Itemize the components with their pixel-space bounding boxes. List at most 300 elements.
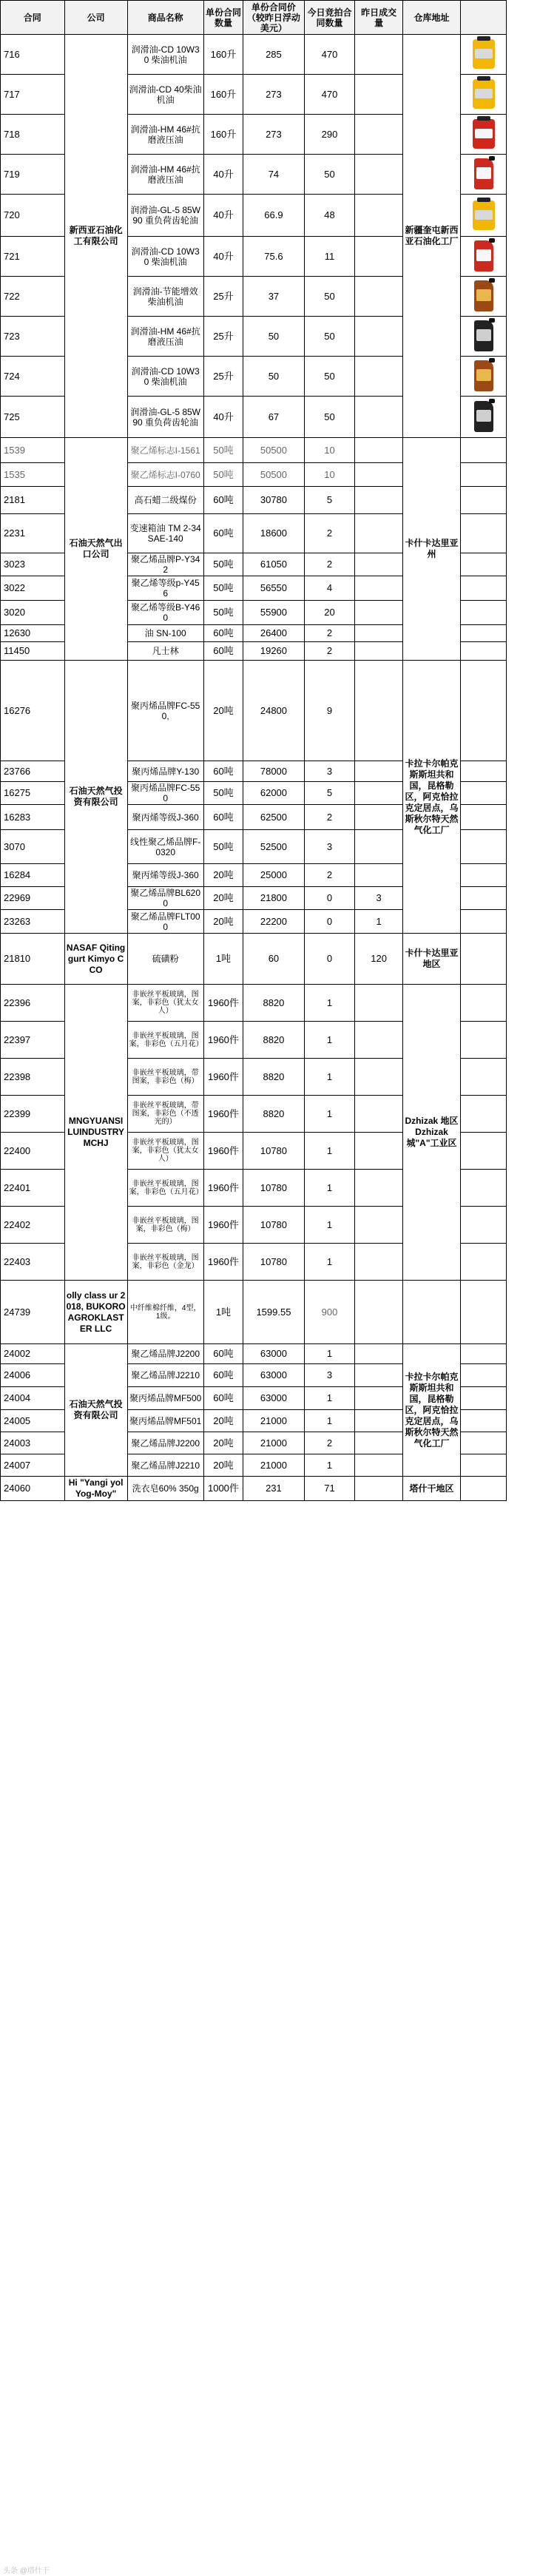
warehouse-cell: 卡什卡达里亚州 [402, 438, 460, 661]
product-cell: 聚丙烯品牌MF501 [127, 1410, 203, 1432]
today-count-cell: 900 [304, 1281, 355, 1344]
yesterday-volume-cell [355, 1244, 403, 1281]
product-image-cell [461, 625, 507, 642]
warehouse-cell: 卡拉卡尔帕克斯斯坦共和国，昆格勒区，阿克恰拉克定居点，乌斯秋尔特天然气化工厂 [402, 661, 460, 934]
yesterday-volume-cell [355, 487, 403, 514]
product-image-cell [461, 514, 507, 553]
yesterday-volume-cell [355, 357, 403, 397]
product-image-cell [461, 1059, 507, 1096]
contract-cell: 16283 [1, 805, 65, 830]
product-cell: 非嵌丝平板玻璃，图案，非彩色（梅） [127, 1207, 203, 1244]
quantity-cell: 40升 [203, 195, 243, 237]
quantity-cell: 20吨 [203, 887, 243, 910]
price-cell: 61050 [243, 553, 304, 576]
quantity-cell: 60吨 [203, 1344, 243, 1364]
contract-cell: 23766 [1, 761, 65, 782]
product-cell: 硫磺粉 [127, 934, 203, 985]
barrel-label [475, 89, 493, 98]
contract-cell: 22399 [1, 1096, 65, 1133]
yesterday-volume-cell [355, 195, 403, 237]
contract-cell: 22401 [1, 1170, 65, 1207]
table-row [1, 35, 507, 75]
product-image-cell [461, 1387, 507, 1410]
contract-cell: 24060 [1, 1477, 65, 1501]
product-image-cell [461, 864, 507, 887]
contract-cell: 22397 [1, 1022, 65, 1059]
price-cell: 24800 [243, 661, 304, 761]
warehouse-cell: 新疆奎屯新西亚石油化工厂 [402, 35, 460, 438]
contract-cell: 22402 [1, 1207, 65, 1244]
yesterday-volume-cell [355, 155, 403, 195]
yesterday-volume-cell [355, 514, 403, 553]
product-cell: 聚丙烯品牌FC-550 [127, 782, 203, 805]
product-cell: 聚乙烯品牌J2210 [127, 1454, 203, 1477]
barrel-body [473, 200, 495, 230]
contract-cell: 719 [1, 155, 65, 195]
product-image-cell [461, 115, 507, 155]
quantity-cell: 50吨 [203, 463, 243, 487]
can-cap [489, 238, 495, 243]
can-label [476, 369, 491, 381]
watermark: 头条 @塔什干 [3, 2567, 50, 2575]
price-cell: 231 [243, 1477, 304, 1501]
can-label [476, 167, 491, 179]
yesterday-volume-cell [355, 1096, 403, 1133]
quantity-cell: 40升 [203, 397, 243, 438]
yesterday-volume-cell [355, 463, 403, 487]
today-count-cell: 50 [304, 317, 355, 357]
product-image-cell [461, 1133, 507, 1170]
contract-cell: 12630 [1, 625, 65, 642]
can-cap [489, 156, 495, 161]
product-cell: 润滑油-GL-5 85W90 重负荷齿轮油 [127, 195, 203, 237]
product-image-cell [461, 237, 507, 277]
yesterday-volume-cell: 3 [355, 887, 403, 910]
contract-cell: 22398 [1, 1059, 65, 1096]
contract-cell: 22403 [1, 1244, 65, 1281]
today-count-cell: 1 [304, 1022, 355, 1059]
yesterday-volume-cell [355, 1364, 403, 1387]
price-cell: 56550 [243, 576, 304, 601]
yesterday-volume-cell [355, 985, 403, 1022]
product-cell: 高石蜡二级煤份 [127, 487, 203, 514]
product-image-cell [461, 75, 507, 115]
can-label [476, 410, 491, 422]
product-cell: 非嵌丝平板玻璃，带图案，非彩色（梅） [127, 1059, 203, 1096]
price-cell: 273 [243, 75, 304, 115]
price-cell: 26400 [243, 625, 304, 642]
today-count-cell: 50 [304, 397, 355, 438]
product-image-cell [461, 830, 507, 864]
yesterday-volume-cell [355, 576, 403, 601]
company-cell: NASAF Qitinggurt Kimyo CCO [64, 934, 127, 985]
product-cell: 润滑油-HM 46#抗磨液压油 [127, 115, 203, 155]
contract-cell: 24003 [1, 1432, 65, 1454]
yesterday-volume-cell [355, 397, 403, 438]
barrel-body [473, 79, 495, 109]
yesterday-volume-cell [355, 805, 403, 830]
contract-cell: 720 [1, 195, 65, 237]
price-cell: 66.9 [243, 195, 304, 237]
product-image-cell [461, 985, 507, 1022]
warehouse-cell [402, 1281, 460, 1344]
today-count-cell: 1 [304, 1410, 355, 1432]
contract-cell: 717 [1, 75, 65, 115]
barrel-body [473, 39, 495, 69]
quantity-cell: 50吨 [203, 553, 243, 576]
product-cell: 洗衣皂60% 350g [127, 1477, 203, 1501]
yesterday-volume-cell [355, 35, 403, 75]
header-warehouse: 仓库地址 [402, 1, 460, 35]
barrel-label [475, 210, 493, 220]
today-count-cell: 0 [304, 887, 355, 910]
contract-cell: 24004 [1, 1387, 65, 1410]
yesterday-volume-cell [355, 830, 403, 864]
yesterday-volume-cell [355, 1022, 403, 1059]
table-row [1, 985, 507, 1022]
price-cell: 22200 [243, 910, 304, 934]
yesterday-volume-cell [355, 625, 403, 642]
contract-cell: 24002 [1, 1344, 65, 1364]
price-cell: 62000 [243, 782, 304, 805]
yesterday-volume-cell [355, 761, 403, 782]
today-count-cell: 48 [304, 195, 355, 237]
product-image-cell [461, 642, 507, 661]
header-today-count: 今日竞拍合同数量 [304, 1, 355, 35]
quantity-cell: 160升 [203, 75, 243, 115]
yesterday-volume-cell [355, 782, 403, 805]
price-cell: 55900 [243, 601, 304, 625]
contract-cell: 22396 [1, 985, 65, 1022]
contract-cell: 3023 [1, 553, 65, 576]
quantity-cell: 50吨 [203, 830, 243, 864]
oil-barrel-icon [467, 75, 501, 112]
today-count-cell: 3 [304, 1364, 355, 1387]
barrel-lid [477, 76, 490, 81]
price-cell: 52500 [243, 830, 304, 864]
header-product: 商品名称 [127, 1, 203, 35]
yesterday-volume-cell [355, 237, 403, 277]
yesterday-volume-cell [355, 1207, 403, 1244]
price-cell: 37 [243, 277, 304, 317]
price-cell: 8820 [243, 1022, 304, 1059]
product-image-cell [461, 463, 507, 487]
barrel-label [475, 129, 493, 138]
product-image-cell [461, 1281, 507, 1344]
contract-cell: 21810 [1, 934, 65, 985]
barrel-lid [477, 36, 490, 41]
quantity-cell: 1吨 [203, 1281, 243, 1344]
today-count-cell: 3 [304, 830, 355, 864]
can-label [476, 249, 491, 261]
yesterday-volume-cell: 120 [355, 934, 403, 985]
quantity-cell: 25升 [203, 357, 243, 397]
barrel-label [475, 49, 493, 58]
today-count-cell: 50 [304, 277, 355, 317]
quantity-cell: 60吨 [203, 625, 243, 642]
contract-cell: 22969 [1, 887, 65, 910]
header-contract: 合同 [1, 1, 65, 35]
quantity-cell: 20吨 [203, 1454, 243, 1477]
table-row [1, 934, 507, 985]
product-cell: 聚丙烯品牌MF500 [127, 1387, 203, 1410]
product-cell: 润滑油-节能增效柴油机油 [127, 277, 203, 317]
product-cell: 润滑油-CD 40柴油机油 [127, 75, 203, 115]
product-cell: 聚丙烯品牌FC-550, [127, 661, 203, 761]
today-count-cell: 1 [304, 1133, 355, 1170]
product-cell: 聚乙烯品牌FLT000 [127, 910, 203, 934]
quantity-cell: 160升 [203, 115, 243, 155]
contract-cell: 3022 [1, 576, 65, 601]
yesterday-volume-cell [355, 317, 403, 357]
price-cell: 10780 [243, 1207, 304, 1244]
price-cell: 75.6 [243, 237, 304, 277]
quantity-cell: 40升 [203, 237, 243, 277]
barrel-lid [477, 116, 490, 121]
price-cell: 30780 [243, 487, 304, 514]
price-cell: 74 [243, 155, 304, 195]
price-cell: 1599.55 [243, 1281, 304, 1344]
oil-barrel-icon [467, 115, 501, 152]
contract-cell: 16284 [1, 864, 65, 887]
today-count-cell: 11 [304, 237, 355, 277]
yesterday-volume-cell [355, 1477, 403, 1501]
product-image-cell [461, 553, 507, 576]
quantity-cell: 60吨 [203, 761, 243, 782]
contract-cell: 11450 [1, 642, 65, 661]
product-image-cell [461, 195, 507, 237]
price-cell: 25000 [243, 864, 304, 887]
quantity-cell: 1960件 [203, 1022, 243, 1059]
warehouse-cell: 卡拉卡尔帕克斯斯坦共和国，昆格勒区，阿克恰拉克定居点，乌斯秋尔特天然气化工厂 [402, 1344, 460, 1477]
product-image-cell [461, 317, 507, 357]
today-count-cell: 50 [304, 357, 355, 397]
barrel-lid [477, 198, 490, 202]
product-cell: 非嵌丝平板玻璃，图案，非彩色（五月花） [127, 1170, 203, 1207]
product-image-cell [461, 1432, 507, 1454]
yesterday-volume-cell [355, 553, 403, 576]
quantity-cell: 1960件 [203, 1059, 243, 1096]
product-image-cell [461, 601, 507, 625]
product-cell: 非嵌丝平板玻璃，图案，非彩色（犹太女人） [127, 985, 203, 1022]
product-image-cell [461, 805, 507, 830]
today-count-cell: 1 [304, 1344, 355, 1364]
yesterday-volume-cell [355, 75, 403, 115]
header-quantity: 单份合同数量 [203, 1, 243, 35]
price-cell: 50 [243, 317, 304, 357]
today-count-cell: 1 [304, 1387, 355, 1410]
header-price: 单份合同价（较昨日浮动美元） [243, 1, 304, 35]
oil-can-icon [467, 397, 501, 434]
product-cell: 润滑油-CD 10W30 柴油机油 [127, 237, 203, 277]
contract-cell: 716 [1, 35, 65, 75]
oil-barrel-icon [467, 35, 501, 72]
today-count-cell: 2 [304, 805, 355, 830]
product-image-cell [461, 357, 507, 397]
product-image-cell [461, 35, 507, 75]
can-label [476, 289, 491, 301]
contract-cell: 16276 [1, 661, 65, 761]
product-cell: 聚丙烯等级J-360 [127, 864, 203, 887]
price-cell: 67 [243, 397, 304, 438]
quantity-cell: 50吨 [203, 601, 243, 625]
product-image-cell [461, 1244, 507, 1281]
product-image-cell [461, 1477, 507, 1501]
product-cell: 线性聚乙烯品牌F-0320 [127, 830, 203, 864]
product-cell: 凡士林 [127, 642, 203, 661]
product-image-cell [461, 1410, 507, 1432]
contract-cell: 24005 [1, 1410, 65, 1432]
contract-cell: 2181 [1, 487, 65, 514]
yesterday-volume-cell [355, 601, 403, 625]
quantity-cell: 40升 [203, 155, 243, 195]
contract-cell: 3070 [1, 830, 65, 864]
today-count-cell: 3 [304, 761, 355, 782]
can-body [474, 280, 493, 311]
quantity-cell: 50吨 [203, 576, 243, 601]
today-count-cell: 290 [304, 115, 355, 155]
product-cell: 非嵌丝平板玻璃，带图案，非彩色（不透光的） [127, 1096, 203, 1133]
company-cell: Hi "Yangi yol Yog-Moy" [64, 1477, 127, 1501]
quantity-cell: 25升 [203, 317, 243, 357]
quantity-cell: 20吨 [203, 661, 243, 761]
price-cell: 50 [243, 357, 304, 397]
today-count-cell: 0 [304, 910, 355, 934]
price-cell: 8820 [243, 985, 304, 1022]
yesterday-volume-cell: 1 [355, 910, 403, 934]
quantity-cell: 25升 [203, 277, 243, 317]
product-image-cell [461, 1344, 507, 1364]
contract-cell: 3020 [1, 601, 65, 625]
oil-can-icon [467, 317, 501, 354]
yesterday-volume-cell [355, 1432, 403, 1454]
can-cap [489, 318, 495, 323]
product-cell: 油 SN-100 [127, 625, 203, 642]
yesterday-volume-cell [355, 277, 403, 317]
yesterday-volume-cell [355, 1344, 403, 1364]
contract-cell: 23263 [1, 910, 65, 934]
contract-cell: 16275 [1, 782, 65, 805]
product-image-cell [461, 438, 507, 463]
price-cell: 50500 [243, 463, 304, 487]
barrel-body [473, 119, 495, 149]
contract-cell: 22400 [1, 1133, 65, 1170]
can-body [474, 401, 493, 432]
header-company: 公司 [64, 1, 127, 35]
quantity-cell: 1960件 [203, 1207, 243, 1244]
yesterday-volume-cell [355, 864, 403, 887]
can-body [474, 240, 493, 272]
product-cell: 聚乙烯品牌P-Y342 [127, 553, 203, 576]
product-cell: 聚丙烯等级J-360 [127, 805, 203, 830]
yesterday-volume-cell [355, 1170, 403, 1207]
table-row [1, 438, 507, 463]
contract-cell: 723 [1, 317, 65, 357]
warehouse-cell: 卡什卡达里亚地区 [402, 934, 460, 985]
table-row [1, 661, 507, 761]
today-count-cell: 2 [304, 625, 355, 642]
product-image-cell [461, 1096, 507, 1133]
contract-cell: 24007 [1, 1454, 65, 1477]
price-cell: 10780 [243, 1133, 304, 1170]
product-image-cell [461, 934, 507, 985]
today-count-cell: 2 [304, 514, 355, 553]
today-count-cell: 1 [304, 1059, 355, 1096]
product-cell: 润滑油-CD 10W30 柴油机油 [127, 35, 203, 75]
today-count-cell: 20 [304, 601, 355, 625]
quantity-cell: 60吨 [203, 1387, 243, 1410]
header-row [1, 1, 507, 35]
product-image-cell [461, 782, 507, 805]
today-count-cell: 71 [304, 1477, 355, 1501]
price-cell: 63000 [243, 1364, 304, 1387]
quantity-cell: 1960件 [203, 1133, 243, 1170]
product-image-cell [461, 277, 507, 317]
oil-can-icon [467, 277, 501, 314]
product-cell: 非嵌丝平板玻璃，图案，非彩色（犹太女人） [127, 1133, 203, 1170]
today-count-cell: 470 [304, 75, 355, 115]
product-image-cell [461, 661, 507, 761]
yesterday-volume-cell [355, 661, 403, 761]
today-count-cell: 50 [304, 155, 355, 195]
today-count-cell: 1 [304, 1454, 355, 1477]
warehouse-cell: 塔什干地区 [402, 1477, 460, 1501]
today-count-cell: 2 [304, 553, 355, 576]
product-cell: 变速箱油 TM 2-34 SAE-140 [127, 514, 203, 553]
product-image-cell [461, 576, 507, 601]
yesterday-volume-cell [355, 1059, 403, 1096]
oil-can-icon [467, 357, 501, 394]
quantity-cell: 1960件 [203, 985, 243, 1022]
quantity-cell: 160升 [203, 35, 243, 75]
price-cell: 21000 [243, 1410, 304, 1432]
yesterday-volume-cell [355, 1410, 403, 1432]
product-cell: 中纤维棉纤维，4型，1级。 [127, 1281, 203, 1344]
today-count-cell: 2 [304, 864, 355, 887]
quantity-cell: 20吨 [203, 1432, 243, 1454]
yesterday-volume-cell [355, 642, 403, 661]
product-image-cell [461, 887, 507, 910]
today-count-cell: 1 [304, 1096, 355, 1133]
quantity-cell: 20吨 [203, 1410, 243, 1432]
can-cap [489, 399, 495, 403]
product-cell: 聚乙烯品牌J2200 [127, 1344, 203, 1364]
contract-cell: 24006 [1, 1364, 65, 1387]
price-cell: 8820 [243, 1096, 304, 1133]
contract-cell: 722 [1, 277, 65, 317]
quantity-cell: 60吨 [203, 1364, 243, 1387]
yesterday-volume-cell [355, 1454, 403, 1477]
can-label [476, 329, 491, 341]
today-count-cell: 1 [304, 985, 355, 1022]
price-cell: 21800 [243, 887, 304, 910]
quantity-cell: 1960件 [203, 1096, 243, 1133]
today-count-cell: 2 [304, 642, 355, 661]
product-image-cell [461, 910, 507, 934]
product-image-cell [461, 1454, 507, 1477]
company-cell: olly class ur 2018, BUKORO AGROKLASTER LLC [64, 1281, 127, 1344]
quantity-cell: 1960件 [203, 1244, 243, 1281]
quantity-cell: 20吨 [203, 910, 243, 934]
contract-cell: 24739 [1, 1281, 65, 1344]
today-count-cell: 5 [304, 487, 355, 514]
price-cell: 50500 [243, 438, 304, 463]
quantity-cell: 60吨 [203, 642, 243, 661]
product-cell: 润滑油-HM 46#抗磨液压油 [127, 155, 203, 195]
today-count-cell: 10 [304, 463, 355, 487]
product-cell: 非嵌丝平板玻璃，图案，非彩色（五月花） [127, 1022, 203, 1059]
contract-cell: 718 [1, 115, 65, 155]
